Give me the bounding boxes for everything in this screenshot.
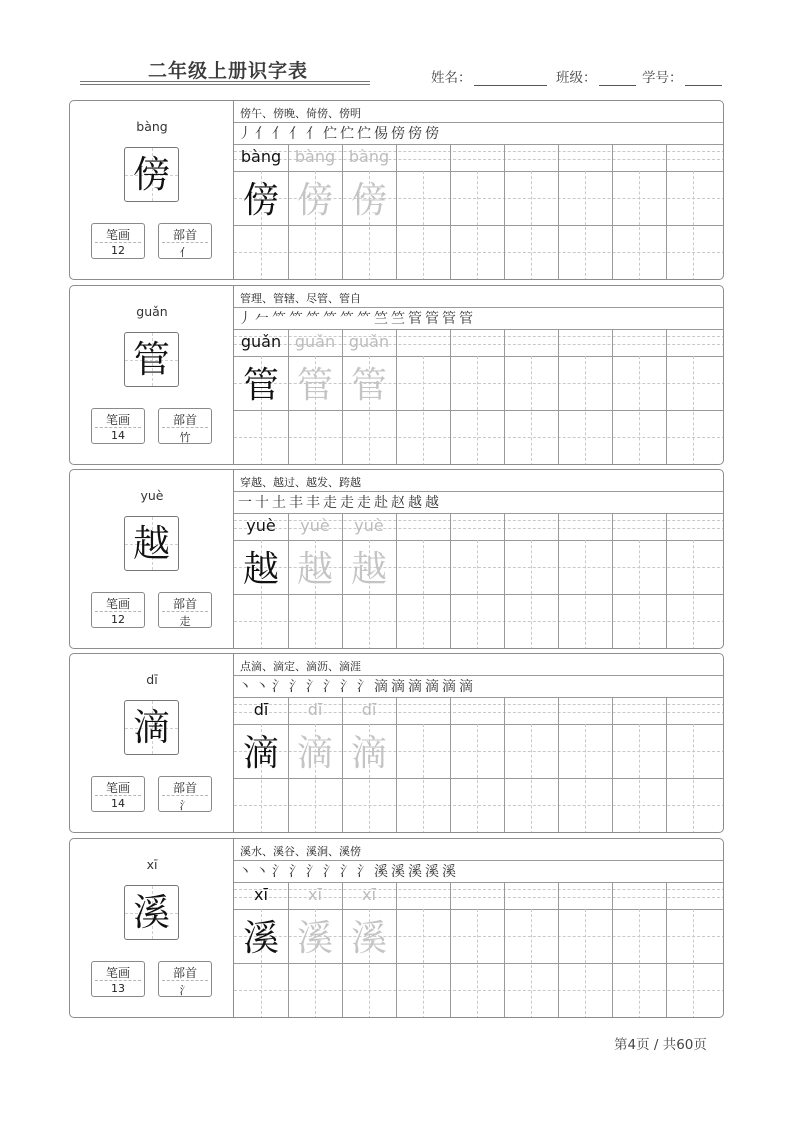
- character-tracing-cell: 溪: [242, 918, 279, 959]
- stroke-order: 一十土丰丰走走走赴赵越越: [238, 495, 442, 511]
- example-words: 傍午、傍晚、倚傍、傍明: [240, 107, 361, 120]
- pinyin-tracing-cell: guǎn: [240, 332, 282, 351]
- stroke-order: 丿𠂉⺮⺮⺮⺮⺮⺮竺竺管管管管: [238, 311, 476, 327]
- example-words: 管理、管辖、尽管、管自: [240, 292, 361, 305]
- student-number-field[interactable]: [642, 66, 722, 86]
- pinyin-tracing-cell: guǎn: [294, 332, 336, 351]
- radical-label: 部首: [172, 597, 197, 611]
- number-blank[interactable]: [685, 72, 722, 86]
- stroke-count-label: 笔画: [105, 413, 130, 427]
- character-tracing-cell: 管: [242, 365, 279, 406]
- character-info-panel: [70, 839, 234, 1017]
- pinyin-tracing-cell: dī: [361, 700, 377, 719]
- practice-grid: [234, 286, 724, 464]
- stroke-order: 丶丶氵氵氵氵氵氵溪溪溪溪溪: [238, 864, 459, 880]
- character-tracing-cell: 溪: [350, 918, 387, 959]
- character-pinyin: dī: [146, 672, 158, 687]
- radical-value: 亻: [179, 246, 191, 259]
- radical-box: [158, 408, 212, 444]
- title-underline-2: [80, 84, 370, 85]
- radical-value: 竹: [179, 431, 191, 444]
- stroke-count-box: [91, 776, 145, 812]
- character-tracing-cell: 越: [296, 549, 333, 590]
- character-display-box: [124, 885, 179, 940]
- character-tracing-cell: 滴: [242, 733, 279, 774]
- practice-grid: [234, 654, 724, 832]
- stroke-count-value: 12: [111, 244, 125, 257]
- radical-label: 部首: [172, 781, 197, 795]
- character-tracing-cell: 越: [350, 549, 387, 590]
- character-glyph: 越: [133, 522, 170, 565]
- character-card: [69, 838, 724, 1018]
- pinyin-tracing-cell: xī: [362, 885, 376, 904]
- class-label: 班级：: [556, 70, 597, 86]
- pinyin-tracing-cell: yuè: [354, 516, 384, 535]
- character-info-panel: [70, 101, 234, 279]
- radical-value: 氵: [179, 984, 191, 997]
- character-display-box: [124, 700, 179, 755]
- stroke-order: 丶丶氵氵氵氵氵氵滴滴滴滴滴滴: [238, 679, 476, 695]
- radical-label: 部首: [172, 966, 197, 980]
- practice-grid: [234, 101, 724, 279]
- stroke-count-box: [91, 408, 145, 444]
- radical-label: 部首: [172, 228, 197, 242]
- name-field[interactable]: [431, 66, 547, 86]
- character-pinyin: xī: [146, 857, 158, 872]
- radical-box: [158, 592, 212, 628]
- example-words: 穿越、越过、越发、跨越: [240, 476, 361, 489]
- character-glyph: 溪: [133, 891, 170, 934]
- radical-value: 走: [179, 615, 191, 628]
- character-glyph: 管: [133, 338, 170, 381]
- pinyin-tracing-cell: dī: [307, 700, 323, 719]
- character-tracing-cell: 傍: [242, 180, 279, 221]
- character-pinyin: yuè: [140, 488, 164, 503]
- character-card: [69, 469, 724, 649]
- character-card: [69, 285, 724, 465]
- character-card: [69, 653, 724, 833]
- stroke-count-box: [91, 223, 145, 259]
- pinyin-tracing-cell: bàng: [348, 147, 390, 166]
- stroke-count-box: [91, 961, 145, 997]
- page-title: 二年级上册识字表: [148, 60, 309, 82]
- pinyin-tracing-cell: bàng: [294, 147, 336, 166]
- practice-grid: [234, 839, 724, 1017]
- radical-label: 部首: [172, 413, 197, 427]
- page-number: 第4页 / 共60页: [614, 1037, 707, 1053]
- class-blank[interactable]: [599, 72, 636, 86]
- character-pinyin: guǎn: [136, 304, 168, 319]
- character-glyph: 滴: [133, 706, 170, 749]
- character-glyph: 傍: [133, 153, 170, 196]
- pinyin-tracing-cell: guǎn: [348, 332, 390, 351]
- stroke-count-label: 笔画: [105, 228, 130, 242]
- radical-box: [158, 776, 212, 812]
- number-label: 学号：: [642, 70, 683, 86]
- example-words: 点滴、滴定、滴沥、滴涯: [240, 660, 361, 673]
- pinyin-tracing-cell: xī: [254, 885, 268, 904]
- pinyin-tracing-cell: bàng: [240, 147, 282, 166]
- stroke-count-label: 笔画: [105, 966, 130, 980]
- character-tracing-cell: 滴: [296, 733, 333, 774]
- character-info-panel: [70, 470, 234, 648]
- stroke-count-value: 14: [111, 429, 125, 442]
- character-tracing-cell: 傍: [350, 180, 387, 221]
- stroke-count-value: 14: [111, 797, 125, 810]
- practice-grid: [234, 470, 724, 648]
- character-pinyin: bàng: [136, 119, 168, 134]
- character-display-box: [124, 516, 179, 571]
- pinyin-tracing-cell: dī: [253, 700, 269, 719]
- radical-value: 氵: [179, 799, 191, 812]
- character-display-box: [124, 332, 179, 387]
- stroke-count-label: 笔画: [105, 781, 130, 795]
- title-underline: [80, 81, 370, 82]
- character-info-panel: [70, 286, 234, 464]
- character-info-panel: [70, 654, 234, 832]
- radical-box: [158, 961, 212, 997]
- character-tracing-cell: 溪: [296, 918, 333, 959]
- class-field[interactable]: [556, 66, 636, 86]
- radical-box: [158, 223, 212, 259]
- character-tracing-cell: 管: [350, 365, 387, 406]
- pinyin-tracing-cell: yuè: [300, 516, 330, 535]
- stroke-order: 丿亻亻亻亻伫伫伫㑥傍傍傍: [238, 126, 442, 142]
- pinyin-tracing-cell: yuè: [246, 516, 276, 535]
- character-display-box: [124, 147, 179, 202]
- stroke-count-label: 笔画: [105, 597, 130, 611]
- example-words: 溪水、溪谷、溪涧、溪傍: [240, 845, 361, 858]
- character-tracing-cell: 傍: [296, 180, 333, 221]
- name-label: 姓名：: [431, 70, 472, 86]
- stroke-count-box: [91, 592, 145, 628]
- character-tracing-cell: 管: [296, 365, 333, 406]
- character-tracing-cell: 滴: [350, 733, 387, 774]
- name-blank[interactable]: [474, 72, 547, 86]
- character-tracing-cell: 越: [242, 549, 279, 590]
- pinyin-tracing-cell: xī: [308, 885, 322, 904]
- stroke-count-value: 13: [111, 982, 125, 995]
- stroke-count-value: 12: [111, 613, 125, 626]
- character-card: [69, 100, 724, 280]
